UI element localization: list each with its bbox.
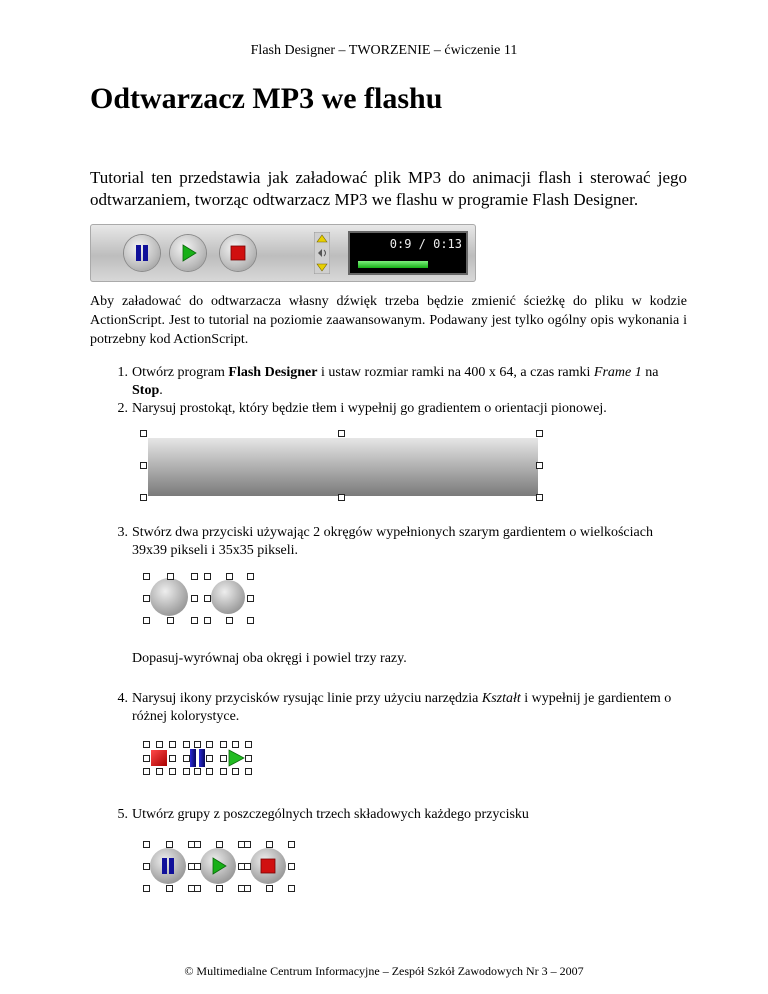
play-icon <box>170 235 206 271</box>
selection-handle <box>143 741 150 748</box>
step-text: Otwórz program Flash Designer i ustaw rozmiar ramki na 400 x 64, a czas ramki Frame 1 na Stop. <box>132 365 659 398</box>
step-3-note: Dopasuj-wyrównaj oba okręgi i powiel trzy razy. <box>132 651 407 666</box>
step-number: 3. <box>117 525 128 540</box>
selection-handle <box>220 741 227 748</box>
selection-handle <box>143 885 150 892</box>
selection-handle <box>183 768 190 775</box>
selection-handle <box>191 573 198 580</box>
selection-handle <box>194 741 201 748</box>
group-stop-button <box>250 848 286 884</box>
step-text: Narysuj ikony przycisków rysując linie przy użyciu narzędzia Kształt i wypełnij je gardientem o różnej kolorystyce. <box>132 691 672 724</box>
selection-handle <box>204 573 211 580</box>
grouped-buttons-figure <box>140 838 300 894</box>
selection-handle <box>167 617 174 624</box>
step-number: 1. <box>117 365 128 380</box>
selection-handle <box>244 841 251 848</box>
step-number: 5. <box>117 807 128 822</box>
progress-bar <box>358 261 428 268</box>
grey-circles-figure <box>140 570 260 626</box>
selection-handle <box>206 755 213 762</box>
selection-handle <box>143 841 150 848</box>
selection-handle <box>247 573 254 580</box>
selection-handle <box>266 885 273 892</box>
selection-handle <box>143 573 150 580</box>
description-paragraph: Aby załadować do odtwarzacza własny dźwięk trzeba będzie zmienić ścieżkę do pliku w kodzie ActionScript. Jest to tutorial na poziomie zaawansowanym. Podawany jest tylko ogólny opis wykonania i potrzebny kod ActionScript. <box>90 294 687 347</box>
pause-button[interactable] <box>124 235 160 271</box>
selection-handle <box>232 768 239 775</box>
selection-handle <box>220 768 227 775</box>
play-icon <box>200 848 236 884</box>
selection-handle <box>288 885 295 892</box>
selection-handle <box>194 768 201 775</box>
selection-handle <box>232 741 239 748</box>
stop-icon <box>151 750 167 766</box>
selection-handle <box>140 430 147 437</box>
selection-handle <box>143 617 150 624</box>
selection-handle <box>247 617 254 624</box>
selection-handle <box>216 885 223 892</box>
selection-handle <box>226 617 233 624</box>
selection-handle <box>166 841 173 848</box>
page-footer: © Multimedialne Centrum Informacyjne – Zespół Szkół Zawodowych Nr 3 – 2007 <box>184 964 584 978</box>
selection-handle <box>194 863 201 870</box>
play-button[interactable] <box>170 235 206 271</box>
selection-handle <box>169 755 176 762</box>
selection-handle <box>338 494 345 501</box>
button-icons-figure <box>142 740 254 776</box>
selection-handle <box>220 755 227 762</box>
step-text: Narysuj prostokąt, który będzie tłem i wypełnij go gradientem o orientacji pionowej. <box>132 401 607 416</box>
grey-circle-large <box>150 578 188 616</box>
selection-handle <box>338 430 345 437</box>
play-icon <box>226 748 246 768</box>
selection-handle <box>191 617 198 624</box>
selection-handle <box>183 755 190 762</box>
selection-handle <box>194 841 201 848</box>
selection-handle <box>245 755 252 762</box>
selection-handle <box>167 573 174 580</box>
selection-handle <box>244 863 251 870</box>
selection-handle <box>204 617 211 624</box>
group-pause-button <box>150 848 186 884</box>
pause-icon <box>150 848 186 884</box>
selection-handle <box>536 494 543 501</box>
selection-handle <box>216 841 223 848</box>
selection-handle <box>156 741 163 748</box>
step-text: Stwórz dwa przyciski używając 2 okręgów wypełnionych szarym gardientem o wielkościach 39x39 pikseli i 35x35 pikseli. <box>132 525 653 558</box>
selection-handle <box>166 885 173 892</box>
page-header: Flash Designer – TWORZENIE – ćwiczenie 11 <box>250 43 518 58</box>
selection-handle <box>536 462 543 469</box>
selection-handle <box>288 841 295 848</box>
gradient-rectangle <box>148 438 538 496</box>
selection-handle <box>204 595 211 602</box>
selection-handle <box>140 462 147 469</box>
volume-control[interactable] <box>314 232 330 274</box>
selection-handle <box>206 768 213 775</box>
selection-handle <box>143 755 150 762</box>
selection-handle <box>226 573 233 580</box>
selection-handle <box>140 494 147 501</box>
step-number: 2. <box>117 401 128 416</box>
intro-paragraph: Tutorial ten przedstawia jak załadować plik MP3 do animacji flash i sterować jego odtwarzaniem, tworząc odtwarzacz MP3 we flashu w programie Flash Designer. <box>90 168 687 209</box>
stop-button[interactable] <box>220 235 256 271</box>
gradient-rectangle-figure <box>138 428 548 504</box>
step-number: 4. <box>117 691 128 706</box>
group-play-button <box>200 848 236 884</box>
step-text: Utwórz grupy z poszczególnych trzech składowych każdego przycisku <box>132 807 529 822</box>
page-title: Odtwarzacz MP3 we flashu <box>90 82 443 115</box>
mp3-player-preview <box>90 224 476 282</box>
selection-handle <box>206 741 213 748</box>
selection-handle <box>169 741 176 748</box>
selection-handle <box>143 863 150 870</box>
stop-icon <box>220 235 256 271</box>
time-display <box>348 231 468 275</box>
pause-icon-bar-right <box>199 749 205 767</box>
selection-handle <box>266 841 273 848</box>
selection-handle <box>191 595 198 602</box>
stop-icon <box>250 848 286 884</box>
selection-handle <box>194 885 201 892</box>
selection-handle <box>143 768 150 775</box>
selection-handle <box>183 741 190 748</box>
selection-handle <box>245 741 252 748</box>
pause-icon-bar-left <box>190 749 196 767</box>
selection-handle <box>244 885 251 892</box>
selection-handle <box>245 768 252 775</box>
selection-handle <box>156 768 163 775</box>
selection-handle <box>169 768 176 775</box>
selection-handle <box>536 430 543 437</box>
grey-circle-small <box>211 580 245 614</box>
selection-handle <box>288 863 295 870</box>
selection-handle <box>247 595 254 602</box>
pause-icon <box>124 235 160 271</box>
time-readout: 0:9 / 0:13 <box>389 237 462 251</box>
selection-handle <box>143 595 150 602</box>
